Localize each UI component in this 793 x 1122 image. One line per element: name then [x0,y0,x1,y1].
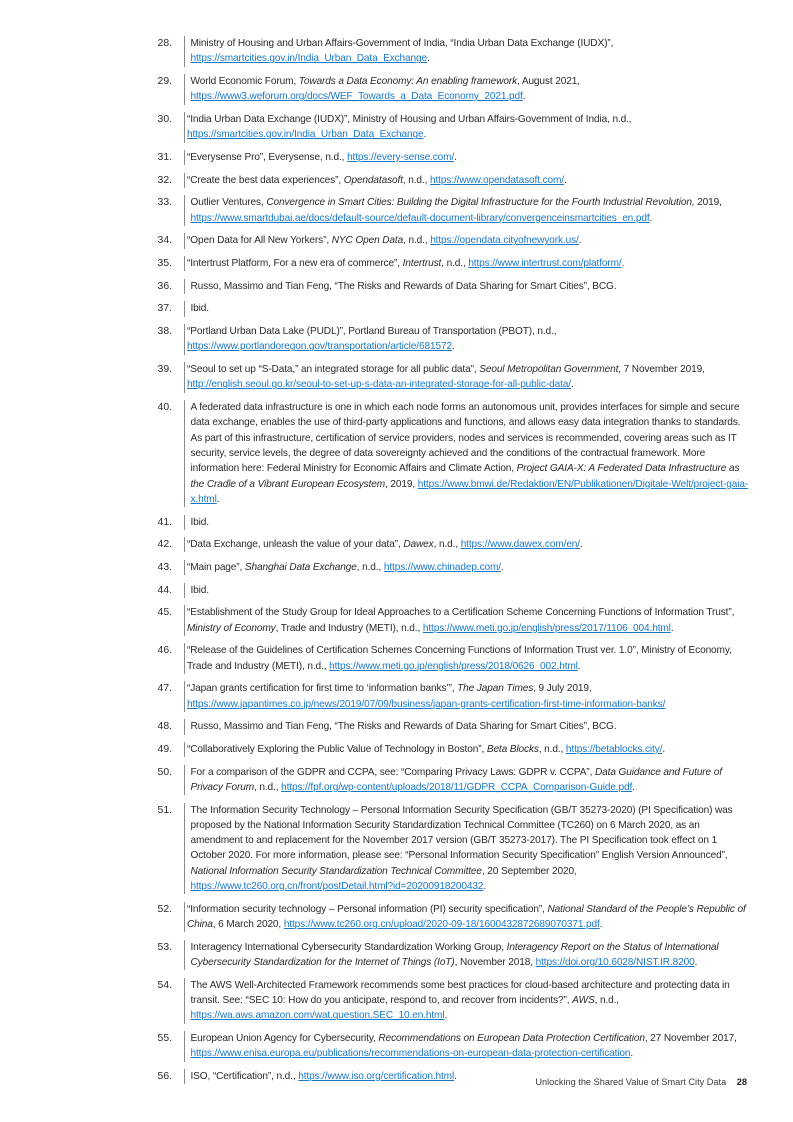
reference-link[interactable]: https://www3.weforum.org/docs/WEF_Towards_a_Data_Economy_2021.pdf [190,91,523,103]
text-run: “Seoul to set up “S-Data,” an integrated storage for all public data”, [187,364,480,376]
endnote-text [184,195,752,226]
italic-title: National Information Security Standardization Technical Committee [190,865,482,877]
endnote-number: 30. [157,113,172,125]
endnote-number: 36. [157,280,172,292]
report-title: Unlocking the Shared Value of Smart City Data [535,1077,727,1087]
text-run: Ibid. [190,303,209,315]
italic-title: Shanghai Data Exchange [244,561,357,573]
reference-link[interactable]: https://www.enisa.europa.eu/publications/recommendations-on-european-data-protection-certification [190,1048,631,1060]
italic-title: Dawex [403,539,434,551]
endnote-number: 44. [157,584,172,596]
reference-link[interactable]: https://wa.aws.amazon.com/wat.question.SEC_10.en.html [190,1010,445,1022]
endnote-text [184,560,752,575]
text-run: 2019, [694,197,722,209]
endnote-number: 43. [157,561,172,573]
endnote-item [142,256,752,271]
text-run: , 6 March 2020, [212,919,284,931]
text-run: . [599,919,603,931]
reference-link[interactable]: https://fpf.org/wp-content/uploads/2018/11/GDPR_CCPA_Comparison-Guide.pdf [281,781,633,793]
endnote-item [142,643,752,674]
text-run: “Open Data for All New Yorkers”, [187,235,332,247]
italic-title: Beta Blocks [486,743,539,755]
endnote-item [142,681,752,712]
endnote-number: 53. [157,941,172,953]
endnote-text [184,803,752,895]
endnote-text [184,940,752,971]
text-run: . [630,1048,634,1060]
endnote-text [184,902,752,933]
reference-link[interactable]: https://www.dawex.com/en/ [460,539,580,551]
endnote-text [184,301,752,316]
endnote-text [184,719,752,734]
endnote-item [142,362,752,393]
reference-link[interactable]: https://www.chinadep.com/ [383,561,501,573]
italic-title: NYC Open Data [331,235,404,247]
text-run: . [444,1010,448,1022]
endnote-text [184,279,752,294]
text-run: “Japan grants certification for first time to ‘information banks’”, [187,683,458,695]
endnote-number: 49. [157,743,172,755]
endnote-text [184,681,752,712]
text-run: The AWS Well-Architected Framework recommends some best practices for cloud-based architecture and protecting data in transit. See: “SEC 10: How do you anticipate, respond to, and recover from incidents?”, [190,979,730,1006]
text-run: , n.d., [538,743,566,755]
text-run: “Information security technology – Personal information (PI) security specification”, [187,903,548,915]
text-run: . [563,174,567,186]
text-run: , November 2018, [454,957,536,969]
endnote-number: 31. [157,151,172,163]
endnote-number: 45. [157,607,172,619]
reference-link[interactable]: https://www.opendatasoft.com/ [429,174,564,186]
text-run: , n.d., [402,174,430,186]
endnote-item [142,301,752,316]
endnote-text [184,150,752,165]
text-run: , n.d., [403,235,431,247]
endnote-number: 47. [157,683,172,695]
reference-link[interactable]: https://opendata.cityofnewyork.us/ [430,235,579,247]
endnote-text [184,112,752,143]
italic-title: Project GAIA-X: A Federated Data Infrastructure as the Cradle of a Vibrant European Ecosystem [190,463,740,490]
text-run: , n.d., [254,781,282,793]
endnote-text [184,643,752,674]
endnote-number: 55. [157,1032,172,1044]
text-run: . [694,957,698,969]
text-run: , n.d., [594,995,619,1006]
endnote-text [184,362,752,393]
endnotes-list [142,36,752,1092]
text-run: . [670,622,674,634]
endnote-item [142,940,752,971]
endnote-number: 40. [157,402,172,414]
endnote-item [142,978,752,1024]
text-run: Ministry of Housing and Urban Affairs-Government of India, “India Urban Data Exchange (IUDX)”, [190,38,614,49]
endnote-number: 35. [157,258,172,269]
italic-title: Towards a Data Economy: An enabling framework [298,75,518,87]
endnote-item [142,765,752,796]
endnote-item [142,719,752,734]
reference-link[interactable]: https://www.meti.go.jp/english/press/2017/1106_004.html [422,622,671,634]
text-run: Russo, Massimo and Tian Feng, “The Risks and Rewards of Data Sharing for Smart Cities”, BCG. [190,280,617,292]
endnote-text [184,233,752,248]
endnote-number: 46. [157,645,172,657]
endnote-item [142,173,752,188]
endnote-item [142,279,752,294]
text-run: “Intertrust Platform, For a new era of commerce”, [187,258,403,269]
text-run: “Everysense Pro”, Everysense, n.d., [187,151,348,163]
text-run: , n.d., [441,258,469,269]
endnote-item [142,742,752,757]
endnote-number: 38. [157,326,172,338]
endnote-text [184,742,752,757]
reference-link[interactable]: https://www.bmwi.de/Redaktion/EN/Publikationen/Digitale-Welt/project-gaia-x.html [190,478,749,505]
text-run: . [621,258,625,269]
endnote-text [184,765,752,796]
italic-title: Seoul Metropolitan Government [479,364,619,376]
text-run: “Release of the Guidelines of Certification Schemes Concerning Functions of Information Trust ver. 1.0”, Ministry of Economy, Trade and Industry (METI), n.d., [187,645,732,672]
text-run: European Union Agency for Cybersecurity, [190,1032,379,1044]
reference-link[interactable]: https://every-sense.com/ [347,151,455,163]
endnote-item [142,583,752,598]
italic-title: The Japan Times [457,683,534,695]
text-run: “Create the best data experiences”, [187,174,344,186]
reference-link[interactable]: http://english.seoul.go.kr/seoul-to-set-up-s-data-an-integrated-storage-for-all-public-data/ [187,379,571,391]
endnote-item [142,112,752,143]
endnote-text [184,256,752,271]
text-run: . [649,212,653,224]
italic-title: Data Guidance and Future of Privacy Forum [190,766,722,793]
endnote-item [142,400,752,507]
reference-link[interactable]: https://www.smartdubai.ae/docs/default-source/default-document-library/convergenceinsmartcities_en.pdf [190,212,650,224]
endnote-item [142,605,752,636]
text-run: , Trade and Industry (METI), n.d., [275,622,423,634]
endnote-number: 28. [157,38,172,49]
text-run: . [580,539,583,551]
endnote-number: 41. [157,516,172,528]
endnote-item [142,150,752,165]
endnote-item [142,537,752,552]
endnote-text [184,605,752,636]
italic-title: AWS [572,995,595,1006]
text-run: . [662,743,666,755]
text-run: World Economic Forum, [190,75,299,87]
text-run: , 9 July 2019, [533,683,592,695]
endnote-item [142,233,752,248]
endnote-number: 52. [157,903,172,915]
text-run: “Collaboratively Exploring the Public Value of Technology in Boston”, [187,743,487,755]
endnote-text [184,74,752,105]
italic-title: Ministry of Economy [187,622,276,634]
text-run: . [423,129,427,141]
italic-title: Recommendations on European Data Protection Certification [378,1032,645,1044]
reference-link[interactable]: https://www.portlandoregon.gov/transportation/article/681572 [187,341,452,353]
text-run: , 20 September 2020, [481,865,577,877]
endnote-item [142,324,752,355]
endnote-text [184,583,752,598]
endnote-number: 29. [157,75,172,87]
text-run: , August 2021, [517,75,580,87]
reference-link[interactable]: https://betablocks.city/ [565,743,663,755]
italic-title: Intertrust [402,258,442,269]
text-run: “Establishment of the Study Group for Ideal Approaches to a Certification Scheme Concerning Functions of Information Trust”, [187,607,735,619]
endnote-number: 34. [157,235,172,247]
endnote-item [142,36,752,67]
page-footer [535,1077,747,1087]
endnote-text [184,1031,752,1062]
text-run: , n.d., [356,561,384,573]
endnote-number: 50. [157,766,172,778]
text-run: . [522,91,526,103]
endnote-item [142,803,752,895]
text-run: , 27 November 2017, [644,1032,737,1044]
text-run: ISO, “Certification”, n.d., [190,1070,299,1082]
reference-link[interactable]: https://smartcities.gov.in/India_Urban_Data_Exchange [187,129,424,141]
endnote-number: 51. [157,804,172,816]
italic-title: Interagency Report on the Status of International Cybersecurity Standardization for the Internet of Things (IoT) [190,941,719,969]
text-run: For a comparison of the GDPR and CCPA, see: “Comparing Privacy Laws: GDPR v. CCPA”, [190,766,595,778]
endnote-item [142,195,752,226]
endnote-number: 56. [157,1070,172,1082]
text-run: . [483,881,486,893]
endnote-text [184,173,752,188]
text-run: Interagency International Cybersecurity Standardization Working Group, [190,941,507,953]
endnote-number: 48. [157,721,172,733]
text-run: Outlier Ventures, [190,197,267,209]
text-run: “Portland Urban Data Lake (PUDL)”, Portland Bureau of Transportation (PBOT), n.d., [187,326,557,338]
reference-link[interactable]: https://www.japantimes.co.jp/news/2019/07/09/business/japan-grants-certification-first-time-information-banks/ [187,698,666,710]
endnote-text [184,515,752,530]
text-run: “Data Exchange, unleash the value of your data”, [187,539,404,551]
endnote-number: 54. [157,979,172,991]
endnote-text [184,537,752,552]
endnote-item [142,74,752,105]
endnote-item [142,902,752,933]
endnote-text [184,324,752,355]
reference-link[interactable]: https://smartcities.gov.in/India_Urban_Data_Exchange [190,53,428,65]
endnote-text [184,978,752,1024]
text-run: . [451,341,455,353]
italic-title: National Standard of the People’s Republic of China [187,903,746,931]
reference-link[interactable]: https://doi.org/10.6028/NIST.IR.8200 [535,957,695,969]
text-run: , 2019, [385,478,418,490]
text-run: The Information Security Technology – Personal Information Security Specification (GB/T 35273-2020) (PI Specification) was proposed by the National Information Security Standardization Technical Committee (TC260) on 6 March 2020, as an amendment to and replacement for the November 2017 version (GB/T 35273-2017). The PI Specification took effect on 1 October 2020. For more information, please see: “Personal Information Security Specification” English Version Announced”, [190,804,733,862]
italic-title: Convergence in Smart Cities: Building the Digital Infrastructure for the Fourth Industrial Revolution, [266,197,695,209]
endnote-number: 42. [157,539,172,551]
reference-link[interactable]: https://www.tc260.org.cn/upload/2020-09-18/1600432872689070371.pdf [283,919,600,931]
reference-link[interactable]: https://www.intertrust.com/platform/ [468,258,622,269]
page-number: 28 [736,1077,747,1087]
text-run: “Main page”, [187,561,245,573]
text-run: . [454,1070,457,1082]
text-run: . [577,660,581,672]
text-run: “India Urban Data Exchange (IUDX)”, Ministry of Housing and Urban Affairs-Government of India, n.d., [187,113,632,125]
endnote-item [142,1031,752,1062]
endnote-item [142,515,752,530]
endnote-number: 32. [157,174,172,186]
text-run: , 7 November 2019, [618,364,705,376]
text-run: Ibid. [190,584,209,596]
text-run: , n.d., [433,539,461,551]
endnote-number: 39. [157,364,172,376]
text-run: . [427,53,430,65]
text-run: . [500,561,504,573]
text-run: . [632,781,635,793]
reference-link[interactable]: https://www.meti.go.jp/english/press/2018/0626_002.html [329,660,578,672]
endnote-text [184,400,752,507]
text-run: A federated data infrastructure is one in which each node forms an autonomous unit, provides interfaces for simple and secure data exchange, enables the use of third-party applications and functions, and allows easy data integration thanks to standards. As part of this infrastructure, certification of service providers, nodes and services is recommended, covering areas such as IT security, service levels, the degree of data sovereignty achieved and the conditions of the contractual framework. More information here: Federal Ministry for Economic Affairs and Climate Action, [190,402,741,475]
endnote-item [142,560,752,575]
endnote-text [184,36,752,67]
text-run: . [216,493,220,505]
text-run: Ibid. [190,516,209,528]
text-run: . [578,235,582,247]
endnote-number: 33. [157,197,172,209]
text-run: . [570,379,574,391]
reference-link[interactable]: https://www.tc260.org.cn/front/postDetail.html?id=20200918200432 [190,881,484,893]
reference-link[interactable]: https://www.iso.org/certification.html [298,1070,455,1082]
italic-title: Opendatasoft [343,174,403,186]
text-run: . [454,151,457,163]
text-run: Russo, Massimo and Tian Feng, “The Risks and Rewards of Data Sharing for Smart Cities”, BCG. [190,721,617,733]
endnote-number: 37. [157,303,172,315]
